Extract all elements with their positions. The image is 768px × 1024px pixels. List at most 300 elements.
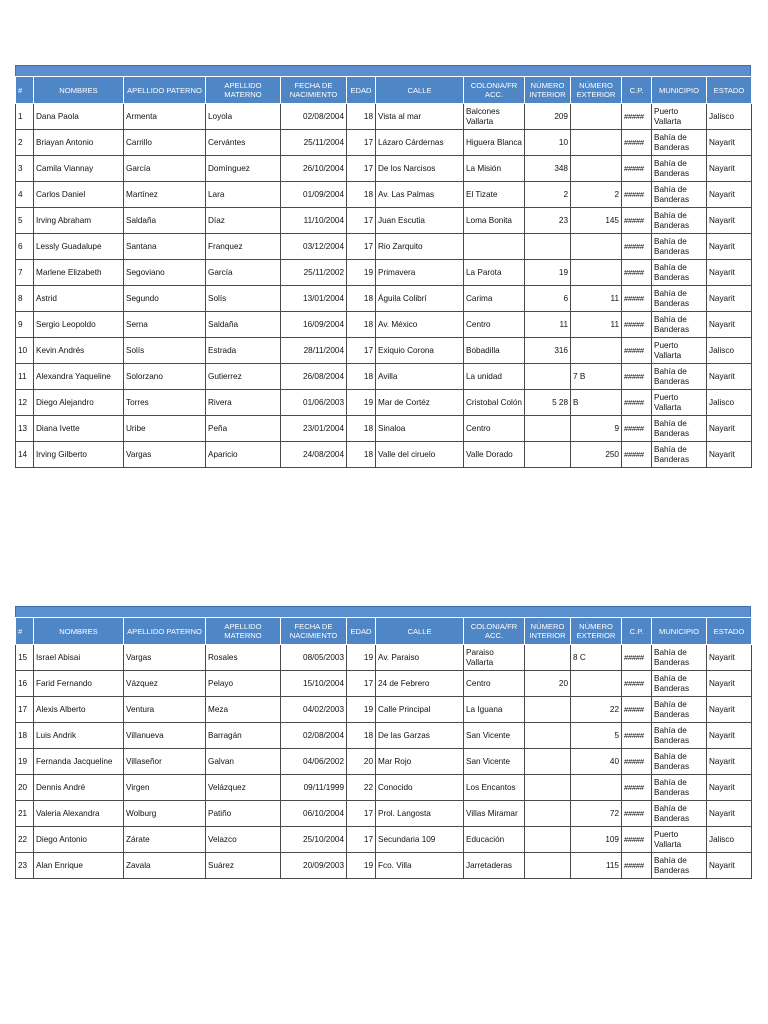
cell-row-number: 12 bbox=[16, 390, 34, 416]
header-calle: CALLE bbox=[376, 618, 464, 645]
cell-colonia: Bobadilla bbox=[464, 338, 525, 364]
header-edad: EDAD bbox=[347, 618, 376, 645]
cell-numero-interior: 10 bbox=[525, 130, 571, 156]
table-row bbox=[16, 827, 752, 853]
table-row bbox=[16, 364, 752, 390]
cell-apellido-paterno: Vargas bbox=[124, 645, 206, 671]
cell-fecha-nacimiento: 15/10/2004 bbox=[281, 671, 347, 697]
cell-row-number: 2 bbox=[16, 130, 34, 156]
cell-edad: 17 bbox=[347, 156, 376, 182]
cell-estado: Nayarit bbox=[707, 286, 752, 312]
cell-numero-interior bbox=[525, 723, 571, 749]
cell-apellido-paterno: Torres bbox=[124, 390, 206, 416]
cell-apellido-materno: Saldaña bbox=[206, 312, 281, 338]
cell-apellido-materno: García bbox=[206, 260, 281, 286]
header-fecha-nacimiento: FECHA DE NACIMIENTO bbox=[281, 618, 347, 645]
cell-estado: Jalisco bbox=[707, 827, 752, 853]
cell-codigo-postal: ##### bbox=[622, 338, 652, 364]
cell-colonia: Centro bbox=[464, 671, 525, 697]
cell-apellido-paterno: Segundo bbox=[124, 286, 206, 312]
header-nombres: NOMBRES bbox=[34, 618, 124, 645]
cell-row-number: 21 bbox=[16, 801, 34, 827]
cell-edad: 17 bbox=[347, 801, 376, 827]
cell-apellido-materno: Loyola bbox=[206, 104, 281, 130]
cell-row-number: 5 bbox=[16, 208, 34, 234]
cell-fecha-nacimiento: 02/08/2004 bbox=[281, 723, 347, 749]
cell-numero-exterior bbox=[571, 775, 622, 801]
cell-codigo-postal: ##### bbox=[622, 234, 652, 260]
cell-colonia: Higuera Blanca bbox=[464, 130, 525, 156]
cell-numero-exterior bbox=[571, 338, 622, 364]
cell-row-number: 16 bbox=[16, 671, 34, 697]
cell-edad: 19 bbox=[347, 260, 376, 286]
cell-fecha-nacimiento: 20/09/2003 bbox=[281, 853, 347, 879]
cell-colonia: La Parota bbox=[464, 260, 525, 286]
cell-apellido-paterno: Segoviano bbox=[124, 260, 206, 286]
table-row bbox=[16, 697, 752, 723]
cell-fecha-nacimiento: 04/02/2003 bbox=[281, 697, 347, 723]
cell-apellido-paterno: Martínez bbox=[124, 182, 206, 208]
cell-row-number: 8 bbox=[16, 286, 34, 312]
header-estado: ESTADO bbox=[707, 618, 752, 645]
cell-estado: Jalisco bbox=[707, 338, 752, 364]
cell-fecha-nacimiento: 08/05/2003 bbox=[281, 645, 347, 671]
cell-estado: Jalisco bbox=[707, 104, 752, 130]
cell-municipio: Puerto Vallarta bbox=[652, 338, 707, 364]
cell-estado: Nayarit bbox=[707, 156, 752, 182]
cell-colonia: Centro bbox=[464, 312, 525, 338]
cell-estado: Nayarit bbox=[707, 182, 752, 208]
cell-calle: Fco. Villa bbox=[376, 853, 464, 879]
cell-apellido-materno: Galvan bbox=[206, 749, 281, 775]
cell-codigo-postal: ##### bbox=[622, 749, 652, 775]
cell-numero-interior bbox=[525, 801, 571, 827]
header-row bbox=[16, 618, 752, 645]
cell-municipio: Bahía de Banderas bbox=[652, 156, 707, 182]
cell-nombres: Israel Abisai bbox=[34, 645, 124, 671]
cell-nombres: Alexandra Yaqueline bbox=[34, 364, 124, 390]
cell-colonia: La unidad bbox=[464, 364, 525, 390]
cell-edad: 22 bbox=[347, 775, 376, 801]
cell-apellido-materno: Franquez bbox=[206, 234, 281, 260]
cell-estado: Nayarit bbox=[707, 234, 752, 260]
cell-fecha-nacimiento: 06/10/2004 bbox=[281, 801, 347, 827]
table-row bbox=[16, 130, 752, 156]
cell-fecha-nacimiento: 23/01/2004 bbox=[281, 416, 347, 442]
cell-codigo-postal: ##### bbox=[622, 775, 652, 801]
cell-edad: 17 bbox=[347, 130, 376, 156]
table-row bbox=[16, 312, 752, 338]
cell-municipio: Puerto Vallarta bbox=[652, 390, 707, 416]
cell-edad: 17 bbox=[347, 208, 376, 234]
cell-calle: De los Narcisos bbox=[376, 156, 464, 182]
student-table-1 bbox=[15, 65, 751, 468]
cell-row-number: 3 bbox=[16, 156, 34, 182]
cell-edad: 17 bbox=[347, 671, 376, 697]
header-colonia: COLONIA/FR ACC. bbox=[464, 77, 525, 104]
cell-row-number: 4 bbox=[16, 182, 34, 208]
cell-municipio: Bahía de Banderas bbox=[652, 442, 707, 468]
header-codigo-postal: C.P. bbox=[622, 618, 652, 645]
cell-codigo-postal: ##### bbox=[622, 853, 652, 879]
table-row bbox=[16, 645, 752, 671]
cell-calle: Prol. Langosta bbox=[376, 801, 464, 827]
cell-row-number: 14 bbox=[16, 442, 34, 468]
cell-edad: 18 bbox=[347, 182, 376, 208]
cell-apellido-paterno: Virgen bbox=[124, 775, 206, 801]
cell-numero-exterior: 7 B bbox=[571, 364, 622, 390]
cell-edad: 19 bbox=[347, 853, 376, 879]
cell-colonia: Centro bbox=[464, 416, 525, 442]
cell-numero-interior: 11 bbox=[525, 312, 571, 338]
cell-apellido-materno: Cervántes bbox=[206, 130, 281, 156]
cell-municipio: Bahía de Banderas bbox=[652, 723, 707, 749]
cell-estado: Jalisco bbox=[707, 390, 752, 416]
cell-apellido-paterno: Saldaña bbox=[124, 208, 206, 234]
cell-estado: Nayarit bbox=[707, 130, 752, 156]
cell-colonia: Los Encantos bbox=[464, 775, 525, 801]
cell-apellido-paterno: Solorzano bbox=[124, 364, 206, 390]
cell-row-number: 17 bbox=[16, 697, 34, 723]
cell-numero-interior bbox=[525, 645, 571, 671]
cell-municipio: Bahía de Banderas bbox=[652, 416, 707, 442]
table-row bbox=[16, 182, 752, 208]
cell-colonia: Balcones Vallarta bbox=[464, 104, 525, 130]
cell-row-number: 15 bbox=[16, 645, 34, 671]
cell-row-number: 10 bbox=[16, 338, 34, 364]
cell-edad: 18 bbox=[347, 723, 376, 749]
cell-estado: Nayarit bbox=[707, 671, 752, 697]
cell-colonia: Jarretaderas bbox=[464, 853, 525, 879]
table-row bbox=[16, 671, 752, 697]
cell-estado: Nayarit bbox=[707, 260, 752, 286]
cell-edad: 18 bbox=[347, 104, 376, 130]
cell-row-number: 20 bbox=[16, 775, 34, 801]
cell-colonia bbox=[464, 234, 525, 260]
cell-estado: Nayarit bbox=[707, 749, 752, 775]
header-calle: CALLE bbox=[376, 77, 464, 104]
cell-edad: 18 bbox=[347, 364, 376, 390]
cell-municipio: Bahía de Banderas bbox=[652, 671, 707, 697]
cell-nombres: Farid Fernando bbox=[34, 671, 124, 697]
cell-estado: Nayarit bbox=[707, 775, 752, 801]
cell-apellido-paterno: Uribe bbox=[124, 416, 206, 442]
cell-codigo-postal: ##### bbox=[622, 156, 652, 182]
cell-apellido-materno: Solís bbox=[206, 286, 281, 312]
cell-edad: 18 bbox=[347, 442, 376, 468]
cell-nombres: Diana Ivette bbox=[34, 416, 124, 442]
cell-apellido-paterno: Ventura bbox=[124, 697, 206, 723]
cell-row-number: 13 bbox=[16, 416, 34, 442]
cell-row-number: 6 bbox=[16, 234, 34, 260]
cell-municipio: Puerto Vallarta bbox=[652, 827, 707, 853]
cell-codigo-postal: ##### bbox=[622, 416, 652, 442]
cell-row-number: 11 bbox=[16, 364, 34, 390]
cell-codigo-postal: ##### bbox=[622, 827, 652, 853]
cell-numero-exterior: 22 bbox=[571, 697, 622, 723]
cell-row-number: 18 bbox=[16, 723, 34, 749]
cell-numero-interior: 19 bbox=[525, 260, 571, 286]
cell-colonia: Valle Dorado bbox=[464, 442, 525, 468]
cell-apellido-materno: Aparicio bbox=[206, 442, 281, 468]
table-row bbox=[16, 416, 752, 442]
table-row bbox=[16, 801, 752, 827]
cell-numero-interior: 6 bbox=[525, 286, 571, 312]
cell-numero-exterior: 145 bbox=[571, 208, 622, 234]
cell-numero-exterior: 72 bbox=[571, 801, 622, 827]
cell-numero-interior: 20 bbox=[525, 671, 571, 697]
cell-nombres: Kevin Andrés bbox=[34, 338, 124, 364]
cell-numero-exterior: 115 bbox=[571, 853, 622, 879]
cell-estado: Nayarit bbox=[707, 645, 752, 671]
cell-fecha-nacimiento: 01/09/2004 bbox=[281, 182, 347, 208]
cell-apellido-paterno: García bbox=[124, 156, 206, 182]
header-apellido-paterno: APELLIDO PATERNO bbox=[124, 618, 206, 645]
cell-calle: Avilla bbox=[376, 364, 464, 390]
cell-fecha-nacimiento: 02/08/2004 bbox=[281, 104, 347, 130]
student-table bbox=[15, 76, 752, 468]
cell-calle: Lázaro Cárdernas bbox=[376, 130, 464, 156]
cell-colonia: Cristobal Colón bbox=[464, 390, 525, 416]
cell-municipio: Bahía de Banderas bbox=[652, 775, 707, 801]
cell-calle: Primavera bbox=[376, 260, 464, 286]
cell-fecha-nacimiento: 26/10/2004 bbox=[281, 156, 347, 182]
cell-nombres: Irving Gilberto bbox=[34, 442, 124, 468]
cell-numero-interior: 2 bbox=[525, 182, 571, 208]
cell-codigo-postal: ##### bbox=[622, 312, 652, 338]
cell-calle: Secundaria 109 bbox=[376, 827, 464, 853]
cell-numero-interior bbox=[525, 775, 571, 801]
cell-calle: Conocido bbox=[376, 775, 464, 801]
cell-codigo-postal: ##### bbox=[622, 104, 652, 130]
cell-apellido-materno: Domínguez bbox=[206, 156, 281, 182]
table-row bbox=[16, 723, 752, 749]
cell-row-number: 1 bbox=[16, 104, 34, 130]
cell-municipio: Bahía de Banderas bbox=[652, 130, 707, 156]
table-row bbox=[16, 390, 752, 416]
cell-numero-exterior: 2 bbox=[571, 182, 622, 208]
cell-numero-exterior bbox=[571, 671, 622, 697]
cell-municipio: Bahía de Banderas bbox=[652, 364, 707, 390]
header-row-number: # bbox=[16, 77, 34, 104]
cell-apellido-materno: Rosales bbox=[206, 645, 281, 671]
cell-edad: 18 bbox=[347, 416, 376, 442]
cell-calle: De las Garzas bbox=[376, 723, 464, 749]
cell-apellido-materno: Pelayo bbox=[206, 671, 281, 697]
cell-numero-interior: 5 28 bbox=[525, 390, 571, 416]
cell-estado: Nayarit bbox=[707, 416, 752, 442]
cell-numero-interior bbox=[525, 749, 571, 775]
cell-codigo-postal: ##### bbox=[622, 286, 652, 312]
cell-estado: Nayarit bbox=[707, 723, 752, 749]
header-row bbox=[16, 77, 752, 104]
table-title-bar bbox=[15, 606, 751, 617]
cell-colonia: Villas Miramar bbox=[464, 801, 525, 827]
cell-numero-exterior bbox=[571, 130, 622, 156]
cell-apellido-paterno: Zavala bbox=[124, 853, 206, 879]
header-row-number: # bbox=[16, 618, 34, 645]
cell-apellido-paterno: Solís bbox=[124, 338, 206, 364]
cell-edad: 20 bbox=[347, 749, 376, 775]
cell-apellido-paterno: Villaseñor bbox=[124, 749, 206, 775]
cell-nombres: Fernanda Jacqueline bbox=[34, 749, 124, 775]
cell-fecha-nacimiento: 11/10/2004 bbox=[281, 208, 347, 234]
header-numero-interior: NÚMERO INTERIOR bbox=[525, 77, 571, 104]
cell-edad: 18 bbox=[347, 286, 376, 312]
cell-calle: Sinaloa bbox=[376, 416, 464, 442]
header-colonia: COLONIA/FR ACC. bbox=[464, 618, 525, 645]
cell-numero-interior bbox=[525, 853, 571, 879]
cell-colonia: La Misión bbox=[464, 156, 525, 182]
cell-estado: Nayarit bbox=[707, 697, 752, 723]
cell-edad: 19 bbox=[347, 645, 376, 671]
cell-numero-exterior bbox=[571, 234, 622, 260]
cell-nombres: Briayan Antonio bbox=[34, 130, 124, 156]
cell-nombres: Astrid bbox=[34, 286, 124, 312]
cell-nombres: Alan Enrique bbox=[34, 853, 124, 879]
cell-apellido-materno: Gutierrez bbox=[206, 364, 281, 390]
cell-colonia: San Vicente bbox=[464, 749, 525, 775]
cell-fecha-nacimiento: 26/08/2004 bbox=[281, 364, 347, 390]
cell-nombres: Diego Antonio bbox=[34, 827, 124, 853]
cell-calle: Mar Rojo bbox=[376, 749, 464, 775]
cell-apellido-materno: Velázquez bbox=[206, 775, 281, 801]
cell-calle: 24 de Febrero bbox=[376, 671, 464, 697]
table-row bbox=[16, 749, 752, 775]
cell-apellido-materno: Suárez bbox=[206, 853, 281, 879]
cell-calle: Mar de Cortéz bbox=[376, 390, 464, 416]
cell-edad: 17 bbox=[347, 234, 376, 260]
cell-codigo-postal: ##### bbox=[622, 442, 652, 468]
cell-apellido-materno: Estrada bbox=[206, 338, 281, 364]
header-apellido-materno: APELLIDO MATERNO bbox=[206, 618, 281, 645]
cell-nombres: Carlos Daniel bbox=[34, 182, 124, 208]
cell-fecha-nacimiento: 25/11/2002 bbox=[281, 260, 347, 286]
cell-nombres: Camila Viannay bbox=[34, 156, 124, 182]
cell-calle: Vista al mar bbox=[376, 104, 464, 130]
cell-row-number: 19 bbox=[16, 749, 34, 775]
cell-fecha-nacimiento: 01/06/2003 bbox=[281, 390, 347, 416]
header-nombres: NOMBRES bbox=[34, 77, 124, 104]
cell-nombres: Irving Abraham bbox=[34, 208, 124, 234]
cell-numero-exterior bbox=[571, 104, 622, 130]
cell-edad: 17 bbox=[347, 827, 376, 853]
cell-numero-exterior: 5 bbox=[571, 723, 622, 749]
cell-nombres: Marlene Elizabeth bbox=[34, 260, 124, 286]
cell-fecha-nacimiento: 03/12/2004 bbox=[281, 234, 347, 260]
table-row bbox=[16, 234, 752, 260]
cell-calle: Calle Principal bbox=[376, 697, 464, 723]
cell-municipio: Bahía de Banderas bbox=[652, 853, 707, 879]
cell-calle: Valle del ciruelo bbox=[376, 442, 464, 468]
cell-apellido-paterno: Vargas bbox=[124, 442, 206, 468]
cell-municipio: Bahía de Banderas bbox=[652, 286, 707, 312]
header-edad: EDAD bbox=[347, 77, 376, 104]
header-numero-interior: NÚMERO INTERIOR bbox=[525, 618, 571, 645]
header-apellido-materno: APELLIDO MATERNO bbox=[206, 77, 281, 104]
cell-numero-exterior: 11 bbox=[571, 286, 622, 312]
cell-nombres: Alexis Alberto bbox=[34, 697, 124, 723]
cell-municipio: Bahía de Banderas bbox=[652, 208, 707, 234]
table-row bbox=[16, 208, 752, 234]
cell-numero-exterior: 11 bbox=[571, 312, 622, 338]
cell-row-number: 23 bbox=[16, 853, 34, 879]
cell-colonia: Paraiso Vallarta bbox=[464, 645, 525, 671]
cell-fecha-nacimiento: 04/06/2002 bbox=[281, 749, 347, 775]
table-row bbox=[16, 442, 752, 468]
cell-codigo-postal: ##### bbox=[622, 801, 652, 827]
cell-apellido-paterno: Santana bbox=[124, 234, 206, 260]
cell-nombres: Luis Andrik bbox=[34, 723, 124, 749]
cell-estado: Nayarit bbox=[707, 364, 752, 390]
cell-apellido-materno: Patiño bbox=[206, 801, 281, 827]
cell-nombres: Sergio Leopoldo bbox=[34, 312, 124, 338]
cell-colonia: Carima bbox=[464, 286, 525, 312]
cell-calle: Av. México bbox=[376, 312, 464, 338]
cell-codigo-postal: ##### bbox=[622, 260, 652, 286]
cell-apellido-paterno: Zárate bbox=[124, 827, 206, 853]
cell-nombres: Dana Paola bbox=[34, 104, 124, 130]
table-row bbox=[16, 156, 752, 182]
table-row bbox=[16, 338, 752, 364]
cell-apellido-materno: Velazco bbox=[206, 827, 281, 853]
cell-nombres: Valeria Alexandra bbox=[34, 801, 124, 827]
cell-codigo-postal: ##### bbox=[622, 390, 652, 416]
cell-municipio: Bahía de Banderas bbox=[652, 182, 707, 208]
cell-fecha-nacimiento: 25/10/2004 bbox=[281, 827, 347, 853]
header-codigo-postal: C.P. bbox=[622, 77, 652, 104]
cell-numero-interior bbox=[525, 416, 571, 442]
cell-apellido-materno: Rivera bbox=[206, 390, 281, 416]
cell-numero-exterior bbox=[571, 156, 622, 182]
cell-calle: Águila Colibrí bbox=[376, 286, 464, 312]
cell-estado: Nayarit bbox=[707, 208, 752, 234]
cell-colonia: El Tizate bbox=[464, 182, 525, 208]
cell-fecha-nacimiento: 13/01/2004 bbox=[281, 286, 347, 312]
cell-numero-interior: 316 bbox=[525, 338, 571, 364]
cell-municipio: Bahía de Banderas bbox=[652, 645, 707, 671]
cell-municipio: Bahía de Banderas bbox=[652, 234, 707, 260]
cell-municipio: Puerto Vallarta bbox=[652, 104, 707, 130]
cell-apellido-paterno: Armenta bbox=[124, 104, 206, 130]
header-numero-exterior: NÚMERO EXTERIOR bbox=[571, 77, 622, 104]
cell-estado: Nayarit bbox=[707, 312, 752, 338]
student-table-2 bbox=[15, 606, 751, 879]
table-row bbox=[16, 853, 752, 879]
cell-numero-exterior bbox=[571, 260, 622, 286]
cell-calle: Av. Paraiso bbox=[376, 645, 464, 671]
cell-numero-interior bbox=[525, 364, 571, 390]
cell-edad: 17 bbox=[347, 338, 376, 364]
cell-estado: Nayarit bbox=[707, 801, 752, 827]
header-municipio: MUNICIPIO bbox=[652, 618, 707, 645]
cell-codigo-postal: ##### bbox=[622, 723, 652, 749]
header-fecha-nacimiento: FECHA DE NACIMIENTO bbox=[281, 77, 347, 104]
cell-apellido-paterno: Serna bbox=[124, 312, 206, 338]
cell-municipio: Bahía de Banderas bbox=[652, 312, 707, 338]
cell-apellido-paterno: Villanueva bbox=[124, 723, 206, 749]
cell-numero-interior bbox=[525, 234, 571, 260]
cell-apellido-materno: Barragán bbox=[206, 723, 281, 749]
cell-numero-interior: 209 bbox=[525, 104, 571, 130]
cell-nombres: Diego Alejandro bbox=[34, 390, 124, 416]
header-municipio: MUNICIPIO bbox=[652, 77, 707, 104]
cell-colonia: San Vicente bbox=[464, 723, 525, 749]
cell-numero-exterior: 9 bbox=[571, 416, 622, 442]
cell-edad: 19 bbox=[347, 697, 376, 723]
cell-municipio: Bahía de Banderas bbox=[652, 697, 707, 723]
table-row bbox=[16, 104, 752, 130]
